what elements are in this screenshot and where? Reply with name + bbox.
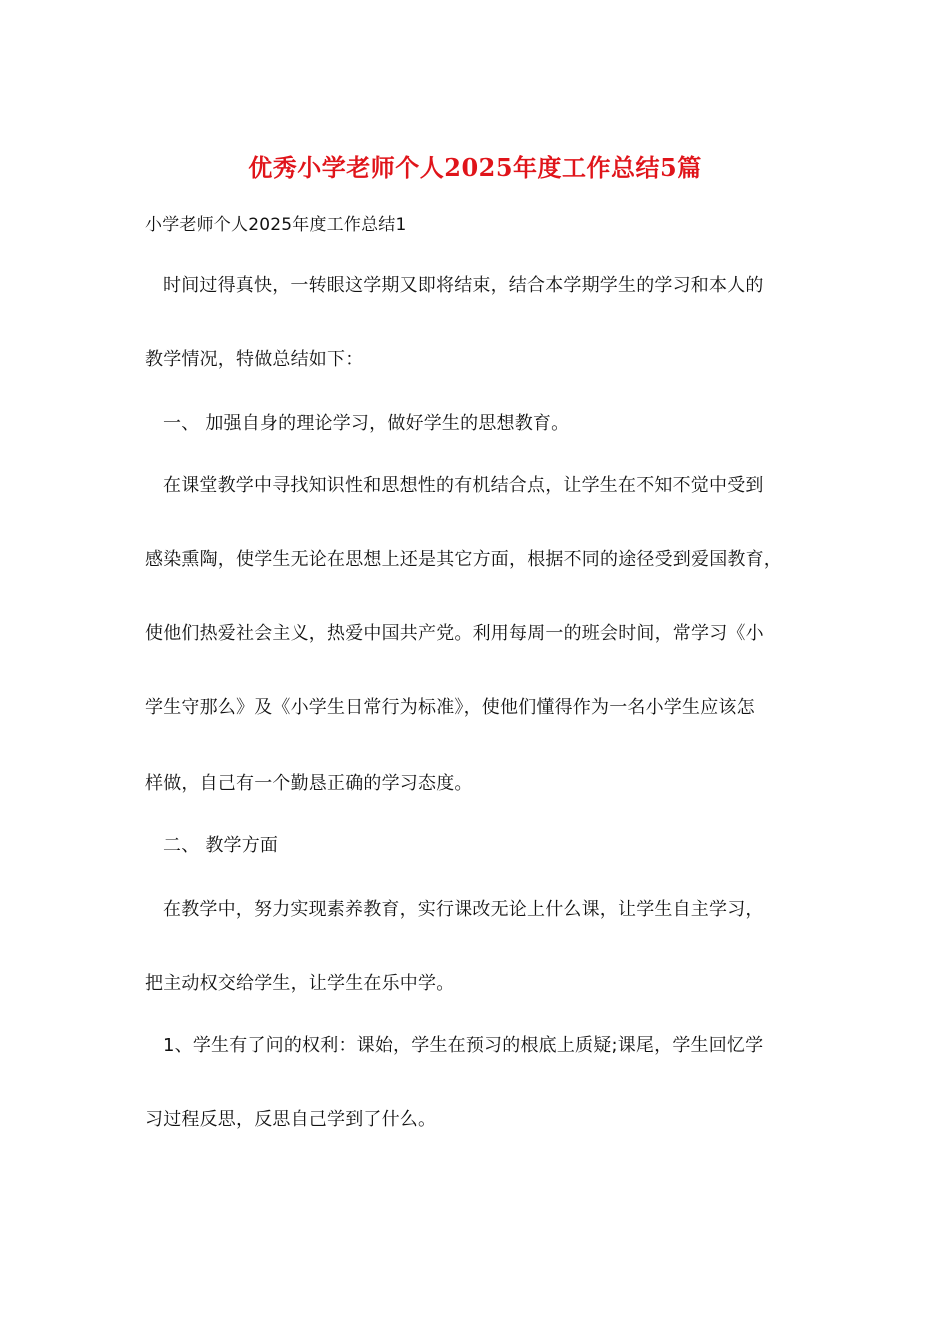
paragraph-line: 时间过得真快，一转眼这学期又即将结束，结合本学期学生的学习和本人的 [163, 275, 764, 296]
paragraph-line: 把主动权交给学生，让学生在乐中学。 [145, 973, 455, 994]
paragraph-line: 在教学中，努力实现素养教育，实行课改无论上什么课，让学生自主学习， [163, 899, 764, 920]
section-subtitle: 小学老师个人2025年度工作总结1 [145, 215, 407, 235]
section-heading: 一、 加强自身的理论学习，做好学生的思想教育。 [163, 413, 570, 434]
document-title: 优秀小学老师个人2025年度工作总结5篇 [248, 153, 702, 182]
paragraph-line: 感染熏陶，使学生无论在思想上还是其它方面，根据不同的途径受到爱国教育， [145, 549, 782, 570]
paragraph-line: 使他们热爱社会主义，热爱中国共产党。利用每周一的班会时间，常学习《小 [145, 623, 764, 644]
paragraph-line: 学生守那么》及《小学生日常行为标准》，使他们懂得作为一名小学生应该怎 [145, 697, 755, 718]
paragraph-line: 在课堂教学中寻找知识性和思想性的有机结合点，让学生在不知不觉中受到 [163, 475, 764, 496]
paragraph-line: 教学情况，特做总结如下： [145, 349, 364, 370]
paragraph-line: 习过程反思，反思自己学到了什么。 [145, 1109, 437, 1130]
paragraph-line: 1、学生有了问的权利：课始，学生在预习的根底上质疑;课尾，学生回忆学 [163, 1035, 764, 1056]
paragraph-line: 样做，自己有一个勤恳正确的学习态度。 [145, 773, 473, 794]
section-heading: 二、 教学方面 [163, 835, 279, 856]
